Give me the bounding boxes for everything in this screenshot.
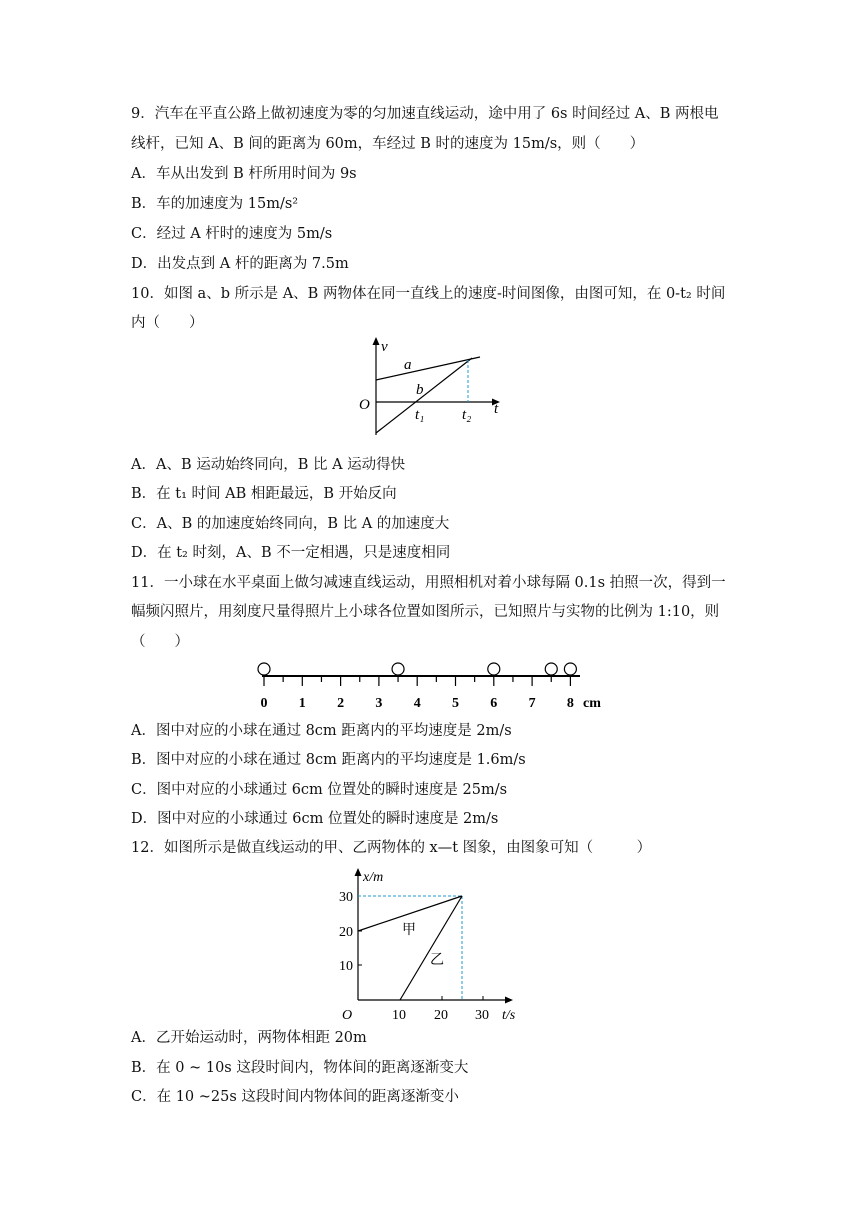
- ruler-label: 6: [490, 696, 498, 711]
- ruler-label: 7: [528, 696, 536, 711]
- q10-vt-graph: [350, 335, 510, 435]
- ball-position: [258, 663, 270, 675]
- q12-stem-line1: 12．如图所示是做直线运动的甲、乙两物体的 x—t 图象，由图象可知（ ）: [131, 840, 652, 856]
- q10-origin-label: O: [359, 397, 370, 413]
- q12-ytick-30: 30: [339, 890, 353, 905]
- ball-position: [564, 663, 576, 675]
- ball-position: [545, 663, 557, 675]
- q12-xtick-30: 30: [475, 1008, 489, 1023]
- q11-option-a[interactable]: A．图中对应的小球在通过 8cm 距离内的平均速度是 2m/s: [131, 723, 512, 739]
- q11-ruler-figure: [250, 658, 610, 714]
- q10-line-b-label: b: [416, 382, 424, 398]
- ruler-label: 4: [413, 696, 421, 711]
- ruler-label: 8: [566, 696, 574, 711]
- q12-option-c[interactable]: C．在 10 ~25s 这段时间内物体间的距离逐渐变小: [131, 1089, 459, 1105]
- q10-t-label: t: [494, 401, 499, 417]
- q10-option-d[interactable]: D．在 t₂ 时刻，A、B 不一定相遇，只是速度相同: [131, 545, 451, 561]
- q9-option-a[interactable]: A．车从出发到 B 杆所用时间为 9s: [131, 166, 357, 182]
- q9-option-b[interactable]: B．车的加速度为 15m/s²: [131, 196, 299, 212]
- q10-option-a[interactable]: A．A、B 运动始终同向，B 比 A 运动得快: [131, 457, 406, 473]
- q10-stem-line1: 10．如图 a、b 所示是 A、B 两物体在同一直线上的速度-时间图像，由图可知，在 0-t₂ 时间: [131, 286, 726, 302]
- q11-stem-line1: 11．一小球在水平桌面上做匀减速直线运动，用照相机对着小球每隔 0.1s 拍照一次，得到一: [131, 575, 726, 591]
- q10-line-a-label: a: [404, 357, 412, 373]
- q10-v-label: v: [381, 339, 388, 355]
- q12-jia-label: 甲: [402, 923, 416, 938]
- q12-origin-label: O: [342, 1008, 353, 1023]
- ball-position: [392, 663, 404, 675]
- q11-stem-line2: 幅频闪照片，用刻度尺量得照片上小球各位置如图所示，已知照片与实物的比例为 1:10，则: [131, 604, 720, 620]
- q12-xlabel: t/s: [502, 1008, 516, 1023]
- q11-option-d[interactable]: D．图中对应的小球通过 6cm 位置处的瞬时速度是 2m/s: [131, 811, 499, 827]
- q12-option-a[interactable]: A．乙开始运动时，两物体相距 20m: [131, 1030, 367, 1046]
- q10-option-c[interactable]: C．A、B 的加速度始终同向，B 比 A 的加速度大: [131, 516, 450, 532]
- ruler-label: 1: [298, 696, 306, 711]
- q12-xt-graph: [330, 866, 530, 1026]
- ball-position: [488, 663, 500, 675]
- q10-option-b[interactable]: B．在 t₁ 时间 AB 相距最远，B 开始反向: [131, 486, 397, 502]
- q12-option-b[interactable]: B．在 0 ~ 10s 这段时间内，物体间的距离逐渐变大: [131, 1060, 469, 1076]
- q10-t1-label: t₁: [415, 407, 425, 423]
- ruler-label: 0: [260, 696, 268, 711]
- q12-ytick-20: 20: [339, 925, 353, 940]
- q10-t2-label: t₂: [462, 407, 472, 423]
- q11-ruler-unit: cm: [583, 696, 601, 711]
- q10-stem-line2: 内（ ）: [131, 315, 204, 331]
- q11-stem-line3: （ ）: [131, 634, 189, 650]
- q12-ylabel: x/m: [363, 870, 384, 885]
- ruler-label: 5: [452, 696, 459, 711]
- q12-xtick-10: 10: [392, 1008, 406, 1023]
- q9-stem-line1: 9．汽车在平直公路上做初速度为零的匀加速直线运动，途中用了 6s 时间经过 A、B 两根电: [131, 106, 719, 122]
- ruler-label: 3: [375, 696, 383, 711]
- q9-option-c[interactable]: C．经过 A 杆时的速度为 5m/s: [131, 226, 333, 242]
- q12-ytick-10: 10: [339, 959, 353, 974]
- q11-option-b[interactable]: B．图中对应的小球在通过 8cm 距离内的平均速度是 1.6m/s: [131, 752, 526, 768]
- q9-option-d[interactable]: D．出发点到 A 杆的距离为 7.5m: [131, 256, 349, 272]
- ruler-label: 2: [337, 696, 345, 711]
- q12-xtick-20: 20: [434, 1008, 448, 1023]
- q12-yi-label: 乙: [430, 953, 444, 968]
- q11-option-c[interactable]: C．图中对应的小球通过 6cm 位置处的瞬时速度是 25m/s: [131, 782, 508, 798]
- q9-stem-line2: 线杆，已知 A、B 间的距离为 60m，车经过 B 时的速度为 15m/s，则（ ）: [131, 136, 645, 152]
